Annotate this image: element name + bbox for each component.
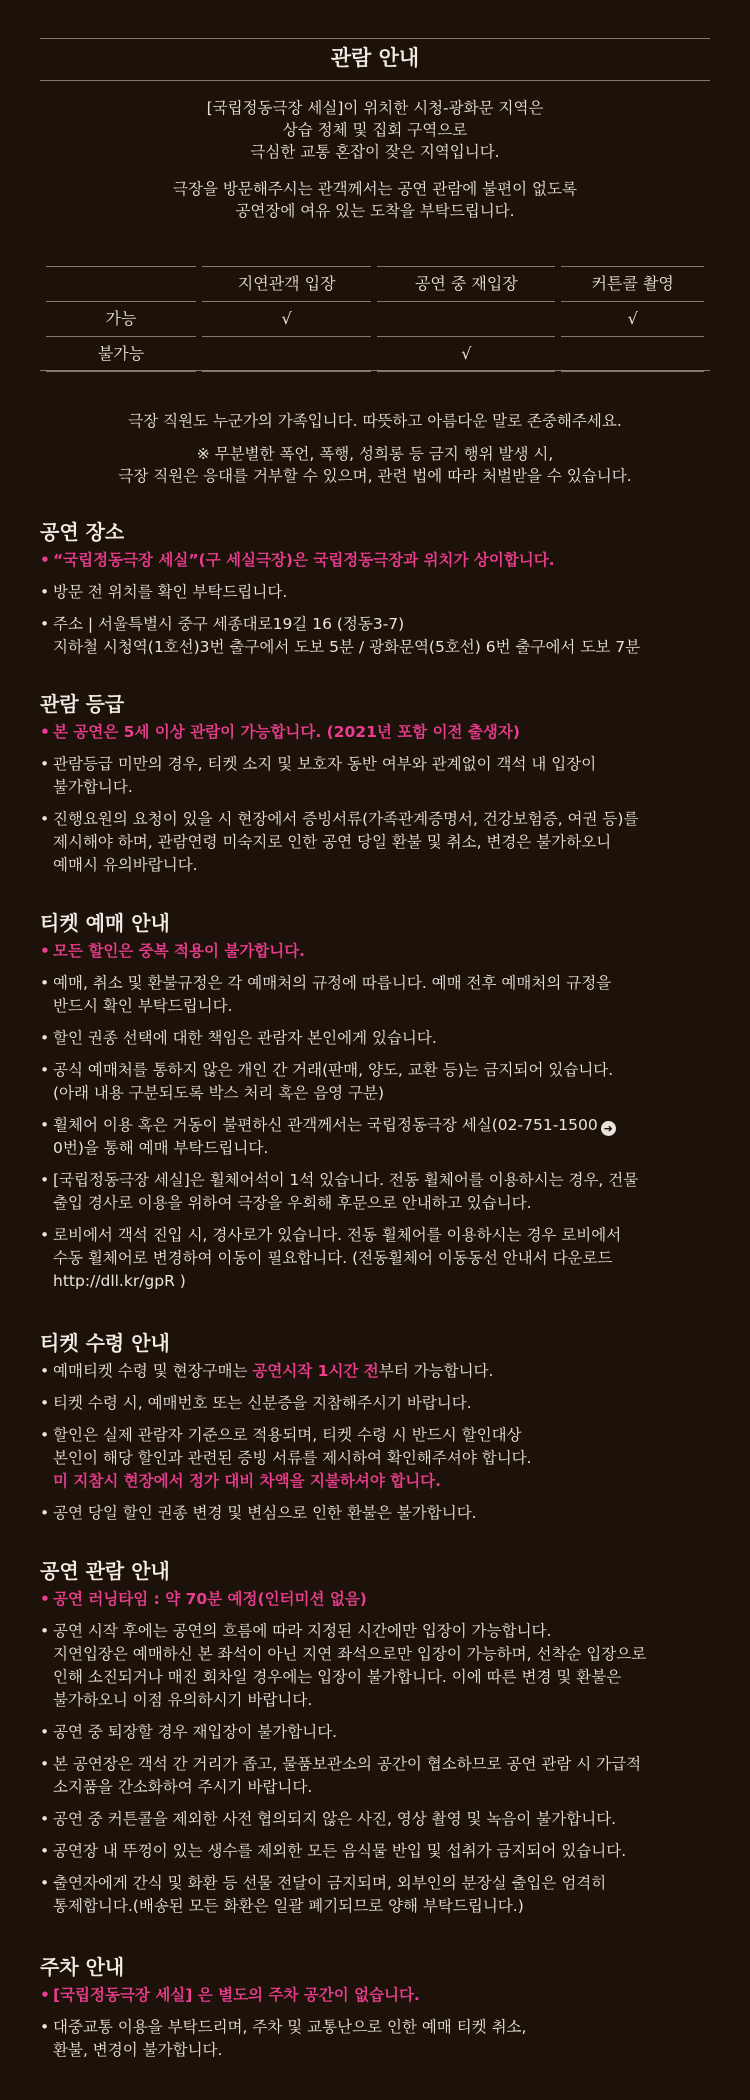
list-item: • [국립정동극장 세실] 은 별도의 주차 공간이 없습니다.	[40, 1984, 710, 2007]
list-item	[40, 1872, 710, 1918]
top-rule	[40, 38, 710, 39]
list-item	[40, 1114, 710, 1160]
list-item	[40, 1360, 710, 1383]
item-text: 로비에서 객석 진입 시, 경사로가 있습니다. 전동 휠체어를 이용하시는 경우 로비에서	[53, 1226, 622, 1244]
item-text: 0번)을 통해 예매 부탁드립니다.	[53, 1139, 269, 1157]
arrival-line: 공연장에 여유 있는 도착을 부탁드립니다.	[235, 202, 515, 220]
list-item: • 공연 러닝타임 : 약 70분 예정(인터미션 없음)	[40, 1588, 710, 1611]
list-item	[40, 808, 710, 877]
download-link[interactable]: http://dll.kr/gpR )	[53, 1272, 186, 1290]
list-item	[40, 1169, 710, 1215]
list-item	[40, 1059, 710, 1105]
staff-line: 극장 직원도 누군가의 가족입니다. 따뜻하고 아름다운 말로 존중해주세요.	[128, 412, 622, 430]
list-item	[40, 1753, 710, 1799]
list-item: • 공연장 내 뚜껑이 있는 생수를 제외한 모든 음식물 반입 및 섭취가 금지되어 있습니다.	[40, 1840, 710, 1863]
notice-title: 관람 안내	[330, 45, 420, 70]
section-title: 관람 등급	[40, 692, 125, 716]
section-title: 주차 안내	[40, 1955, 125, 1979]
list-item	[40, 1224, 710, 1293]
item-text: 환불, 변경이 불가합니다.	[53, 2041, 223, 2059]
booking-section	[40, 908, 710, 1302]
rating-section	[40, 689, 710, 886]
pickup-section	[40, 1328, 710, 1534]
section-title: 공연 관람 안내	[40, 1559, 170, 1583]
traffic-line: [국립정동극장 세실]이 위치한 시청-광화문 지역은	[206, 99, 544, 117]
subway-directions: 지하철 시청역(1호선)3번 출구에서 도보 5분 / 광화문역(5호선) 6번 출구에서 도보 7분	[53, 638, 641, 656]
entry-policy-table	[40, 266, 710, 372]
item-text: 예매, 취소 및 환불규정은 각 예매처의 규정에 따릅니다. 예매 전후 예매처의 규정을	[53, 974, 612, 992]
item-text: 공연 시작 후에는 공연의 흐름에 따라 지정된 시간에만 입장이 가능합니다.	[53, 1622, 552, 1640]
item-text: 부터 가능합니다.	[378, 1362, 494, 1380]
header-curtaincall-photo: 커튼콜 촬영	[561, 266, 704, 302]
highlight-text: 미 지참시 현장에서 정가 대비 차액을 지불하셔야 합니다.	[53, 1472, 442, 1490]
list-item: • 티켓 수령 시, 예매번호 또는 신분증을 지참해주시기 바랍니다.	[40, 1392, 710, 1415]
list-item	[40, 2016, 710, 2062]
list-item: • 할인 권종 선택에 대한 책임은 관람자 본인에게 있습니다.	[40, 1027, 710, 1050]
header-reentry: 공연 중 재입장	[377, 266, 555, 302]
arrival-line: 극장을 방문해주시는 관객께서는 공연 관람에 불편이 없도록	[173, 180, 577, 198]
staff-warning-line: ※ 무분별한 폭언, 폭행, 성희롱 등 금지 행위 발생 시,	[196, 445, 554, 463]
title-rule	[40, 80, 710, 81]
item-text: 대중교통 이용을 부탁드리며, 주차 및 교통난으로 인한 예매 티켓 취소,	[53, 2018, 527, 2036]
traffic-notice	[40, 97, 710, 163]
phone-text: 휠체어 이용 혹은 거동이 불편하신 관객께서는 국립정동극장 세실(02-751-1500	[53, 1116, 598, 1134]
staff-warning	[40, 443, 710, 487]
table-header-row	[46, 266, 704, 302]
item-text: 반드시 확인 부탁드립니다.	[53, 997, 233, 1015]
staff-respect-notice	[40, 410, 710, 432]
staff-warning-line: 극장 직원은 응대를 거부할 수 있으며, 관련 법에 따라 처벌받을 수 있습니다.	[118, 467, 632, 485]
list-item: • “국립정동극장 세실”(구 세실극장)은 국립정동극장과 위치가 상이합니다.	[40, 549, 710, 572]
header-late-entry: 지연관객 입장	[202, 266, 371, 302]
table-cell	[561, 337, 704, 372]
list-item	[40, 753, 710, 799]
arrival-notice	[40, 178, 710, 222]
list-item: • 방문 전 위치를 확인 부탁드립니다.	[40, 581, 710, 604]
item-text: 소지품을 간소화하여 주시기 바랍니다.	[53, 1778, 313, 1796]
table-row-allowed	[46, 302, 704, 337]
list-item: • 본 공연은 5세 이상 관람이 가능합니다. (2021년 포함 이전 출생자)	[40, 721, 710, 744]
list-item: • 공연 당일 할인 권종 변경 및 변심으로 인한 환불은 불가합니다.	[40, 1502, 710, 1525]
section-title: 티켓 수령 안내	[40, 1331, 170, 1355]
item-text: 인해 소진되거나 매진 회차일 경우에는 입장이 불가합니다. 이에 따른 변경 및 환불은	[53, 1668, 622, 1686]
traffic-line: 상습 정체 및 집회 구역으로	[282, 121, 468, 139]
table-cell	[202, 337, 371, 372]
table-bottom-rule	[40, 370, 710, 371]
table-row-not-allowed	[46, 337, 704, 372]
section-title: 공연 장소	[40, 520, 125, 544]
arrow-right-circle-icon: ➜	[601, 1121, 616, 1136]
list-item: • 공연 중 퇴장할 경우 재입장이 불가합니다.	[40, 1721, 710, 1744]
item-text: 공식 예매처를 통하지 않은 개인 간 거래(판매, 양도, 교환 등)는 금지되어 있습니다.	[53, 1061, 614, 1079]
item-text: [국립정동극장 세실]은 휠체어석이 1석 있습니다. 전동 휠체어를 이용하시는 경우, 건물	[53, 1171, 639, 1189]
list-item	[40, 972, 710, 1018]
item-text: 관람등급 미만의 경우, 티켓 소지 및 보호자 동반 여부와 관계없이 객석 내 입장이	[53, 755, 597, 773]
item-text: 진행요원의 요청이 있을 시 현장에서 증빙서류(가족관계증명서, 건강보험증, 여권 등)를	[53, 810, 639, 828]
item-text: 본 공연장은 객석 간 거리가 좁고, 물품보관소의 공간이 협소하므로 공연 관람 시 가급적	[53, 1755, 642, 1773]
list-item: • 공연 중 커튼콜을 제외한 사전 협의되지 않은 사진, 영상 촬영 및 녹음이 불가합니다.	[40, 1808, 710, 1831]
row-label: 불가능	[46, 337, 196, 372]
item-text: 통제합니다.(배송된 모든 화환은 일괄 폐기되므로 양해 부탁드립니다.)	[53, 1897, 524, 1915]
list-item	[40, 613, 710, 659]
row-label: 가능	[46, 302, 196, 337]
section-title: 티켓 예매 안내	[40, 911, 170, 935]
item-text: 출연자에게 간식 및 화환 등 선물 전달이 금지되며, 외부인의 분장실 출입은 엄격히	[53, 1874, 607, 1892]
item-text: 수동 휠체어로 변경하여 이동이 필요합니다. (전동휠체어 이동동선 안내서 다운로드	[53, 1249, 613, 1267]
item-text: 지연입장은 예매하신 본 좌석이 아닌 지연 좌석으로만 입장이 가능하며, 선착순 입장으로	[53, 1645, 647, 1663]
item-text: 불가합니다.	[53, 778, 133, 796]
item-text: 예매시 유의바랍니다.	[53, 856, 198, 874]
check-mark: √	[561, 302, 704, 337]
item-text: 할인은 실제 관람자 기준으로 적용되며, 티켓 수령 시 반드시 할인대상	[53, 1426, 522, 1444]
venue-section	[40, 517, 710, 668]
parking-section	[40, 1952, 710, 2071]
check-mark: √	[202, 302, 371, 337]
item-text: 예매티켓 수령 및 현장구매는	[53, 1362, 253, 1380]
list-item: • 모든 할인은 중복 적용이 불가합니다.	[40, 940, 710, 963]
traffic-line: 극심한 교통 혼잡이 잦은 지역입니다.	[250, 143, 500, 161]
item-text: 불가하오니 이점 유의하시기 바랍니다.	[53, 1691, 313, 1709]
list-item	[40, 1620, 710, 1712]
list-item	[40, 1424, 710, 1493]
table-cell	[377, 302, 555, 337]
item-text: 제시해야 하며, 관람연령 미숙지로 인한 공연 당일 환불 및 취소, 변경은 불가하오니	[53, 833, 612, 851]
item-text: 출입 경사로 이용을 위하여 극장을 우회해 후문으로 안내하고 있습니다.	[53, 1194, 532, 1212]
viewing-section	[40, 1556, 710, 1927]
item-text: 본인이 해당 할인과 관련된 증빙 서류를 제시하여 확인해주셔야 합니다.	[53, 1449, 532, 1467]
check-mark: √	[377, 337, 555, 372]
item-text: (아래 내용 구분되도록 박스 처리 혹은 음영 구분)	[53, 1084, 385, 1102]
address-text: 주소 | 서울특별시 중구 세종대로19길 16 (정동3-7)	[53, 615, 405, 633]
table-header-empty	[46, 266, 196, 302]
highlight-text: 공연시작 1시간 전	[252, 1362, 379, 1380]
